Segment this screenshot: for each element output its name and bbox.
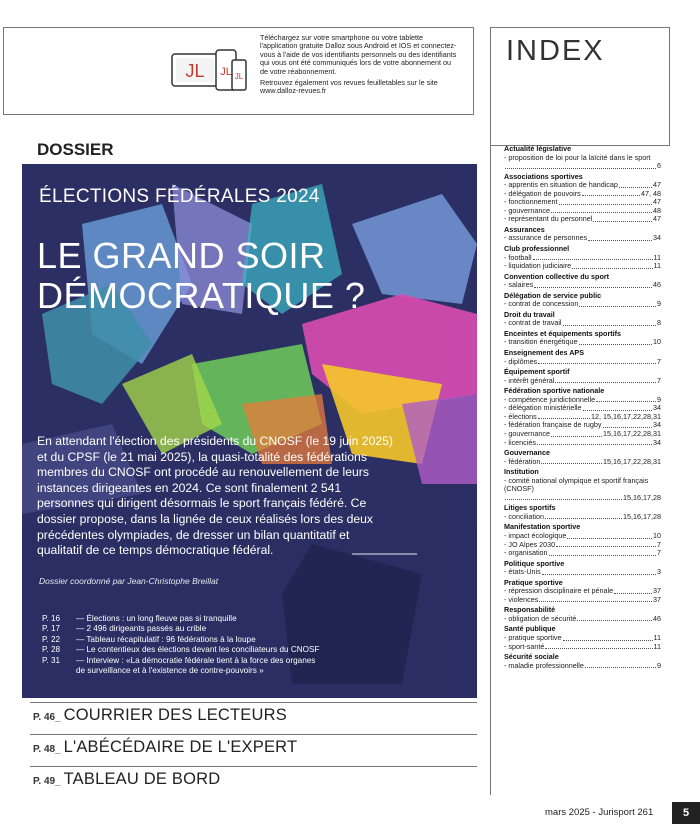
index-entry[interactable]: [504, 549, 661, 558]
section-rule: [30, 702, 477, 703]
app-promo-line2: Retrouvez également vos revues feuilletables sur le site www.dalloz-revues.fr: [260, 78, 438, 96]
index-category: Droit du travail: [504, 309, 555, 319]
index-entry-page: 46: [653, 613, 661, 623]
index-entry-label: - compétence juridictionnelle: [504, 395, 596, 404]
section-rule: [30, 734, 477, 735]
index-leader-dots: [572, 262, 652, 269]
index-entry[interactable]: [504, 190, 661, 199]
index-entry-label: - organisation: [504, 549, 548, 558]
section-page: P. 46_: [33, 712, 61, 723]
index-category: Associations sportives: [504, 171, 583, 181]
index-entry-label: - comité national olympique et sportif français (CNOSF): [504, 476, 649, 494]
index-entry-label: - représentant du personnel: [504, 215, 593, 224]
index-entry-page: 10: [653, 337, 661, 347]
svg-text:JL: JL: [220, 66, 232, 78]
index-category: Enceintes et équipements sportifs: [504, 328, 622, 338]
page-number: 5: [672, 802, 700, 824]
index-title: INDEX: [506, 35, 605, 67]
index-entry-page: 34: [653, 233, 661, 243]
index-entry-label: - diplômes: [504, 357, 538, 366]
index-category: Convention collective du sport: [504, 271, 610, 281]
toc-text: — Élections : un long fleuve pas si tranquille: [76, 614, 237, 623]
dossier-title: LE GRAND SOIR DÉMOCRATIQUE ?: [37, 235, 366, 316]
index-category: Santé publique: [504, 624, 556, 634]
index-entry[interactable]: [504, 262, 661, 271]
index-entry[interactable]: [504, 377, 661, 386]
section-rule: [30, 766, 477, 767]
index-leader-dots: [556, 541, 656, 548]
index-entry[interactable]: [504, 634, 661, 643]
index-entry-page: 15,16,17,28: [623, 511, 661, 521]
index-entry[interactable]: [504, 154, 661, 171]
section-title: COURRIER DES LECTEURS: [63, 706, 287, 724]
index-entry-label: - obligation de sécurité: [504, 614, 577, 623]
index-entry-label: - fonctionnement: [504, 198, 558, 207]
index-entry-page: 37: [653, 594, 661, 604]
toc-page: P. 31: [42, 655, 61, 665]
index-entry-label: - liquidation judiciaire: [504, 262, 572, 271]
index-entry-page: 34: [653, 437, 661, 447]
index-entry-page: 11: [653, 261, 661, 271]
index-entry-label: - délégation ministérielle: [504, 404, 582, 413]
index-entry-page: 9: [657, 299, 661, 309]
index-entry-page: 7: [657, 375, 661, 385]
index-entry-label: - licenciés: [504, 438, 536, 447]
dossier-toc-item[interactable]: [42, 635, 382, 645]
index-entry-page: 15,16,17,22,28,31: [603, 428, 661, 438]
index-category: Litiges sportifs: [504, 503, 556, 513]
index-entry-label: - élections: [504, 412, 537, 421]
index-entry-label: - JO Alpes 2030: [504, 540, 556, 549]
index-entry[interactable]: [504, 215, 661, 224]
index-leader-dots: [588, 234, 652, 241]
index-entry-label: - délégation de pouvoirs: [504, 189, 581, 198]
section-page: P. 49_: [33, 776, 61, 787]
index-leader-dots: [596, 396, 656, 403]
index-entry-label: - états-Unis: [504, 568, 541, 577]
toc-text: — 2 496 dirigeants passés au crible: [76, 624, 207, 634]
index-entry[interactable]: [504, 541, 661, 550]
index-leader-dots: [505, 494, 622, 501]
index-entry-page: 47: [653, 180, 661, 190]
index-entry[interactable]: [504, 198, 661, 207]
index-leader-dots: [563, 319, 656, 326]
index-leader-dots: [538, 358, 656, 365]
index-entry-page: 3: [657, 567, 661, 577]
app-promo-line1: Téléchargez sur votre smartphone ou votre tablette l'application gratuite Dalloz sous Android et IOS et connectez-vous à l'aide de vos identifiants personnels ou des identifiants qui vous ont été communiqués lors de votre abonnement ou de votre réabonnement.: [260, 33, 457, 76]
index-entry[interactable]: [504, 181, 661, 190]
toc-text: — Le contentieux des élections devant les conciliateurs du CNOSF: [76, 645, 320, 655]
dossier-toc: [42, 614, 382, 676]
index-leader-dots: [537, 439, 652, 446]
index-entry-label: - intérêt général: [504, 376, 555, 385]
section-tableau[interactable]: [33, 770, 220, 789]
toc-text-continued: de surveillance et à l'existence de contre-pouvoirs »: [76, 666, 264, 676]
index-entry-page: 9: [657, 394, 661, 404]
index-leader-dots: [559, 198, 652, 205]
index-leader-dots: [579, 300, 656, 307]
index-leader-dots: [567, 532, 652, 539]
index-entry-page: 10: [653, 530, 661, 540]
devices-illustration: [170, 48, 248, 94]
index-entry-page: 34: [653, 403, 661, 413]
index-category: Responsabilité: [504, 605, 556, 615]
app-promo-text: [260, 34, 460, 99]
index-entry[interactable]: [504, 643, 661, 652]
index-entry-label: - impact écologique: [504, 531, 567, 540]
index-leader-dots: [539, 596, 652, 603]
index-entry-page: 37: [653, 586, 661, 596]
index-entry-label: - conciliation: [504, 512, 544, 521]
index-entry[interactable]: [504, 254, 661, 263]
toc-page: P. 22: [42, 634, 61, 644]
index-entry[interactable]: [504, 207, 661, 216]
index-leader-dots: [534, 281, 652, 288]
index-entry[interactable]: [504, 396, 661, 405]
index-entry-label: - football: [504, 253, 532, 262]
index-leader-dots: [603, 421, 653, 428]
index-leader-dots: [593, 215, 652, 222]
index-entry-label: - gouvernance: [504, 429, 550, 438]
index-entry[interactable]: [504, 358, 661, 367]
index-entry-label: - apprentis en situation de handicap: [504, 181, 618, 190]
index-entry-page: 8: [657, 318, 661, 328]
section-page: P. 48_: [33, 744, 61, 755]
section-title: L'ABÉCÉDAIRE DE L'EXPERT: [63, 738, 298, 756]
index-entry-label: - assurance de personnes: [504, 234, 588, 243]
index-category: Politique sportive: [504, 558, 565, 568]
index-leader-dots: [551, 430, 602, 437]
index-entry[interactable]: [504, 458, 661, 467]
index-category: Assurances: [504, 224, 545, 234]
index-entry-label: - proposition de loi pour la laïcité dans le sport: [504, 153, 651, 162]
index-leader-dots: [551, 207, 652, 214]
index-leader-dots: [577, 615, 652, 622]
index-leader-dots: [555, 377, 656, 384]
index-entry[interactable]: [504, 477, 661, 503]
index-entry-page: 9: [657, 660, 661, 670]
index-category: Équipement sportif: [504, 367, 570, 377]
index-entry-label: - contrat de travail: [504, 319, 562, 328]
index-entry-page: 11: [653, 632, 661, 642]
dossier-toc-item[interactable]: [42, 645, 382, 655]
index-leader-dots: [545, 513, 622, 520]
index-entry-label: - maladie professionnelle: [504, 661, 584, 670]
index-entry[interactable]: [504, 430, 661, 439]
toc-page: P. 17: [42, 624, 61, 634]
index-category: Actualité législative: [504, 144, 572, 153]
index-entry-label: - transition énergétique: [504, 338, 578, 347]
index-category: Manifestation sportive: [504, 522, 581, 532]
index-entry-page: 7: [657, 548, 661, 558]
index-entry[interactable]: [504, 319, 661, 328]
index-entry[interactable]: [504, 338, 661, 347]
dossier-toc-item[interactable]: [42, 624, 382, 634]
index-entry-page: 15,16,17,22,28,31: [603, 456, 661, 466]
index-leader-dots: [583, 404, 652, 411]
toc-text: — Tableau récapitulatif : 96 fédérations à la loupe: [76, 634, 256, 644]
index-entry-page: 12, 15,16,17,22,28,31: [591, 411, 661, 421]
index-leader-dots: [538, 413, 590, 420]
section-courrier[interactable]: [33, 706, 287, 725]
index-entry-page: 11: [653, 252, 661, 262]
index-leader-dots: [545, 643, 652, 650]
index-entry[interactable]: [504, 413, 661, 422]
index-entry[interactable]: [504, 281, 661, 290]
index-entry-label: - violences: [504, 595, 539, 604]
index-leader-dots: [579, 338, 652, 345]
index-entry[interactable]: [504, 532, 661, 541]
index-entry-label: - fédération: [504, 457, 541, 466]
index-entry[interactable]: [504, 587, 661, 596]
index-leader-dots: [505, 162, 656, 169]
index-category: Enseignement des APS: [504, 348, 585, 358]
index-entry-page: 15,16,17,28: [623, 492, 661, 502]
index-entry-page: 11: [653, 641, 661, 651]
index-leader-dots: [533, 254, 653, 261]
dossier-panel: [22, 164, 477, 698]
index-entry-page: 46: [653, 280, 661, 290]
index-entry-label: - gouvernance: [504, 206, 550, 215]
index-entry-label: - salaires: [504, 281, 534, 290]
index-entry-page: 48: [653, 205, 661, 215]
section-title: TABLEAU DE BORD: [63, 770, 221, 788]
index-leader-dots: [614, 587, 652, 594]
index-entry[interactable]: [504, 439, 661, 448]
dossier-label: DOSSIER: [37, 140, 114, 159]
index-entry-label: - fédération française de rugby: [504, 421, 602, 430]
index-category: Fédération sportive nationale: [504, 386, 605, 396]
index-entry[interactable]: [504, 662, 661, 671]
index-entry[interactable]: [504, 568, 661, 577]
index-entry-page: 47, 48: [641, 188, 661, 198]
dossier-intro: En attendant l'élection des présidents du CNOSF (le 19 juin 2025) et du CPSF (le 21 mai 2025), la quasi-totalité des fédérations membres du CNOSF ont procédé au renouvellement de leurs instances dirigeantes en 2024. Ce sont finalement 2 541 personnes qui dirigent désormais le sport français fédéré. Ce dossier propose, dans la lignée de ceux réalisés lors des deux précédentes olympiades, de dresser un bilan quantitatif et qualitatif de ce temps démocratique fédéral.: [37, 434, 393, 558]
index-side-rule: [490, 145, 491, 795]
index-entry[interactable]: [504, 615, 661, 624]
index-entry-page: 7: [657, 539, 661, 549]
index-entry[interactable]: [504, 513, 661, 522]
index-entry-label: - répression disciplinaire et pénale: [504, 587, 614, 596]
index-category: Délégation de service public: [504, 290, 602, 300]
dossier-subtitle: ÉLECTIONS FÉDÉRALES 2024: [39, 186, 320, 207]
index-leader-dots: [549, 549, 656, 556]
dossier-toc-item[interactable]: [42, 614, 382, 624]
index-entry-label: - sport-santé: [504, 642, 545, 651]
index-category: Pratique sportive: [504, 577, 563, 587]
index-list: [504, 143, 661, 670]
index-entry-label: - contrat de concession: [504, 300, 579, 309]
toc-page: P. 16: [42, 614, 61, 623]
index-leader-dots: [541, 458, 602, 465]
index-leader-dots: [542, 568, 656, 575]
index-leader-dots: [619, 181, 652, 188]
dossier-toc-item[interactable]: [42, 656, 382, 666]
index-entry-page: 6: [657, 161, 661, 171]
footer-issue: mars 2025 - Jurisport 261: [545, 807, 654, 818]
index-entry-page: 7: [657, 356, 661, 366]
index-entry-page: 34: [653, 420, 661, 430]
index-category: Gouvernance: [504, 448, 550, 458]
toc-text: — Interview : «La démocratie fédérale tient à la force des organes: [76, 655, 316, 665]
index-category: Club professionnel: [504, 244, 570, 254]
index-entry[interactable]: [504, 596, 661, 605]
index-category: Institution: [504, 467, 539, 477]
index-entry[interactable]: [504, 234, 661, 243]
index-category: Sécurité sociale: [504, 652, 559, 662]
index-entry-label: - pratique sportive: [504, 633, 562, 642]
index-leader-dots: [585, 662, 656, 669]
index-entry[interactable]: [504, 300, 661, 309]
svg-text:JL: JL: [234, 72, 244, 81]
toc-page: P. 28: [42, 645, 61, 655]
index-entry-page: 47: [653, 214, 661, 224]
index-entry-page: 47: [653, 197, 661, 207]
dossier-coordinator: Dossier coordonné par Jean-Christophe Breillat: [39, 576, 219, 586]
svg-text:JL: JL: [185, 61, 205, 81]
index-leader-dots: [582, 190, 640, 197]
index-leader-dots: [563, 634, 653, 641]
section-abecedaire[interactable]: [33, 738, 297, 757]
